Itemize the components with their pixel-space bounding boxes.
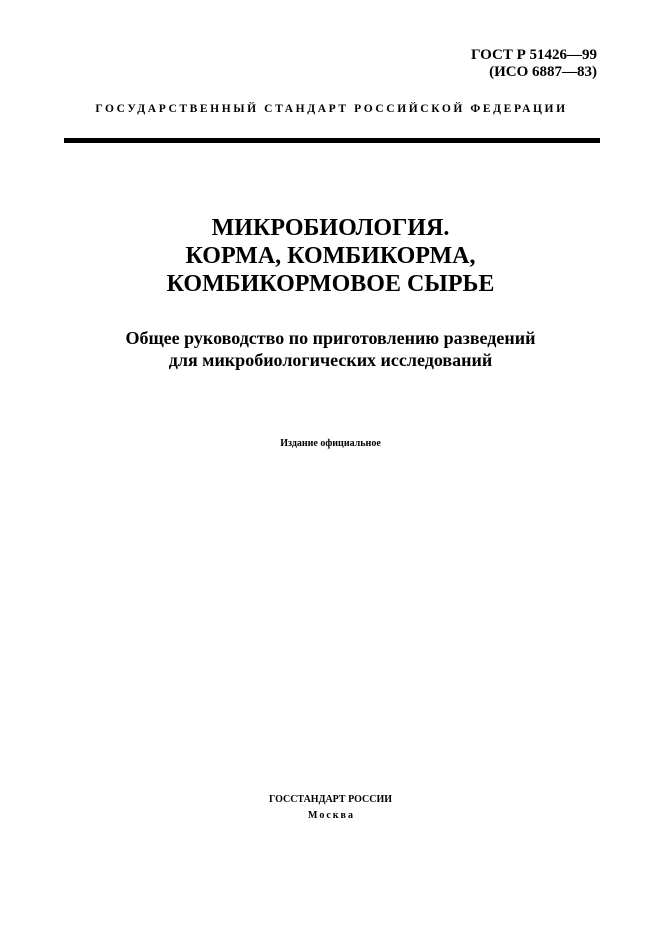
publisher-city: Москва <box>308 810 355 821</box>
standard-number: ГОСТ Р 51426—99 <box>470 47 597 63</box>
main-title <box>0 214 661 298</box>
publisher-block <box>0 792 661 824</box>
subtitle-line: для микробиологических исследований <box>168 350 493 370</box>
subtitle <box>0 327 661 371</box>
publisher-name: ГОССТАНДАРТ РОССИИ <box>268 794 393 805</box>
iso-reference: (ИСО 6887—83) <box>489 64 597 80</box>
edition-label: Издание официальное <box>280 438 381 449</box>
standard-number-block <box>471 47 597 81</box>
header-title: ГОСУДАРСТВЕННЫЙ СТАНДАРТ РОССИЙСКОЙ ФЕДЕРАЦИИ <box>95 103 568 115</box>
main-title-line: КОМБИКОРМОВОЕ СЫРЬЕ <box>166 271 495 297</box>
header-rule <box>64 138 600 143</box>
main-title-line: МИКРОБИОЛОГИЯ. <box>211 215 450 241</box>
main-title-line: КОРМА, КОМБИКОРМА, <box>185 243 476 269</box>
subtitle-line: Общее руководство по приготовлению разведений <box>125 328 536 348</box>
